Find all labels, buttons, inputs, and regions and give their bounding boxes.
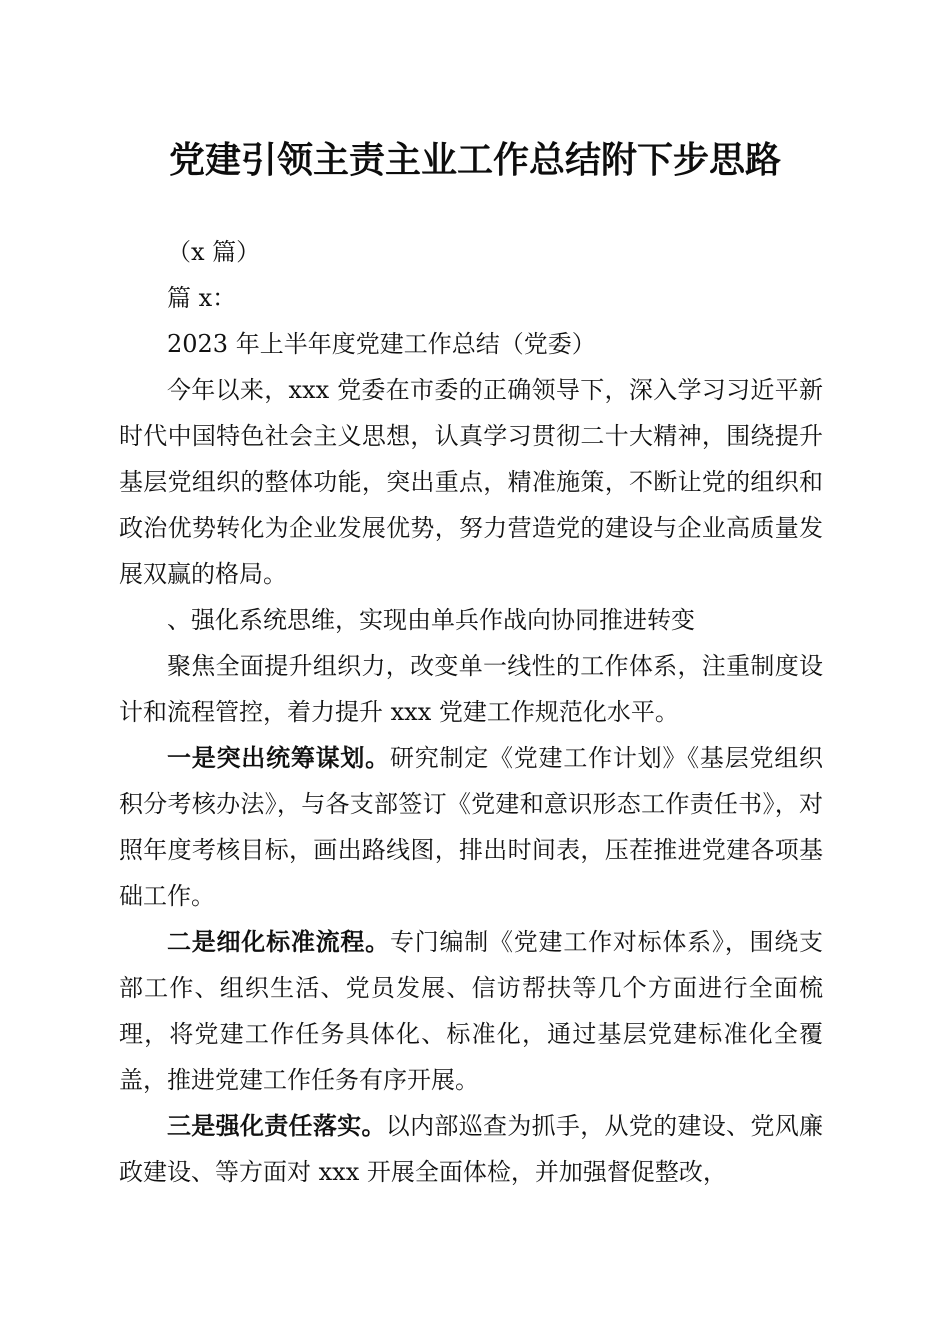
item-lead-2: 二是细化标准流程。 — [167, 927, 390, 956]
section-heading: 、强化系统思维，实现由单兵作战向协同推进转变 — [167, 606, 695, 634]
document-body — [119, 229, 823, 1195]
item-lead-1: 一是突出统筹谋划。 — [167, 743, 390, 772]
article-title: 2023 年上半年度党建工作总结（党委） — [167, 330, 596, 358]
section-intro-paragraph: 聚焦全面提升组织力，改变单一线性的工作体系，注重制度设计和流程管控，着力提升 xxx 党建工作规范化水平。 — [119, 652, 823, 726]
article-label: 篇 x： — [167, 284, 237, 312]
intro-paragraph: 今年以来，xxx 党委在市委的正确领导下，深入学习习近平新时代中国特色社会主义思想，认真学习贯彻二十大精神，围绕提升基层党组织的整体功能，突出重点，精准施策，不断让党的组织和政治优势转化为企业发展优势，努力营造党的建设与企业高质量发展双赢的格局。 — [119, 376, 823, 588]
item-paragraph-1 — [119, 735, 823, 919]
item-text-2: 专门编制《党建工作对标体系》，围绕支部工作、组织生活、党员发展、信访帮扶等几个方面进行全面梳理，将党建工作任务具体化、标准化，通过基层党建标准化全覆盖，推进党建工作任务有序开展。 — [119, 928, 824, 1094]
item-lead-3: 三是强化责任落实。 — [167, 1111, 386, 1140]
count-note: （x 篇） — [167, 238, 261, 266]
item-text-3: 以内部巡查为抓手，从党的建设、党风廉政建设、等方面对 xxx 开展全面体检，并加强督促整改， — [119, 1112, 824, 1186]
item-paragraph-2 — [119, 919, 823, 1103]
document-title: 党建引领主责主业工作总结附下步思路 — [168, 139, 781, 181]
item-text-1: 研究制定《党建工作计划》《基层党组织积分考核办法》，与各支部签订《党建和意识形态工作责任书》，对照年度考核目标，画出路线图，排出时间表，压茬推进党建各项基础工作。 — [119, 744, 824, 910]
item-paragraph-3 — [119, 1103, 823, 1195]
